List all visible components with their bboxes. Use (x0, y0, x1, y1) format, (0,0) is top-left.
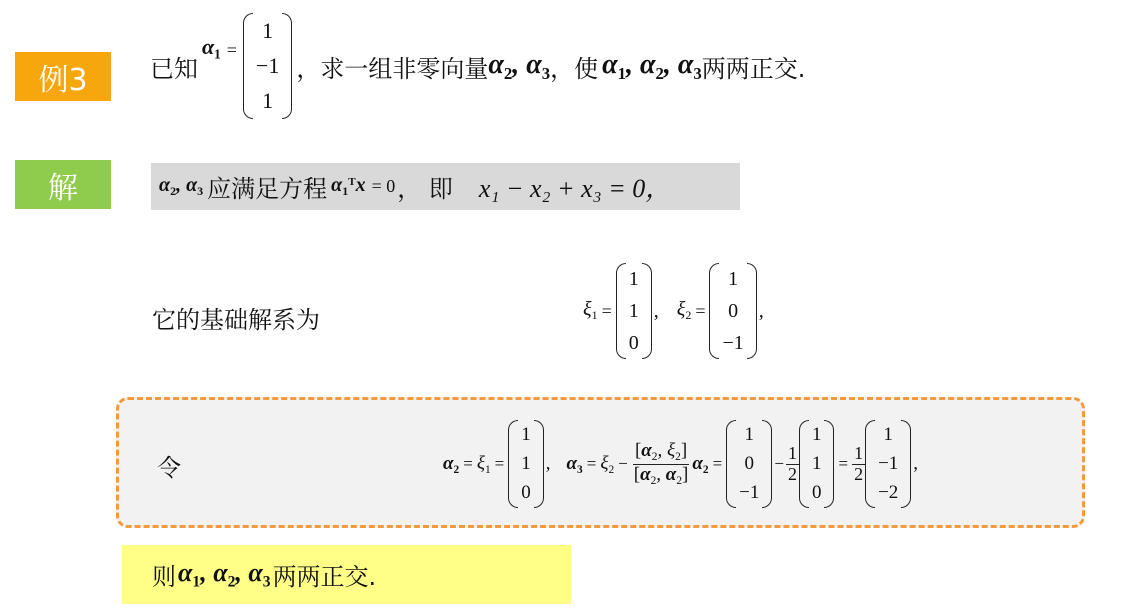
known-label: 已知 (150, 54, 198, 83)
half-fraction-2: $\frac{1}{2}$ (854, 442, 864, 484)
linear-equation: x₁ − x₂ + x₃ = 0， (478, 174, 672, 203)
let-label: 令 (157, 454, 181, 482)
alpha1-symbol: $\alpha_1$ (202, 33, 221, 62)
inner-product-fraction: $\frac{[\alpha_2, \xi_2]}{[\alpha_2, \alpha_2]}$ (633, 439, 689, 487)
alpha1-transpose-x: $\alpha_1^Tx$ (331, 173, 366, 199)
half-fraction-1: $\frac{1}{2}$ (787, 442, 797, 484)
gram-schmidt-formula: $\alpha_2$ = $\xi_1$ = 1 1 0 , $\alpha_3$ = $\xi_2$ − $\frac{[\alpha_2, \xi_2]}{[\alpha_2, \alpha_2]}$ $\alpha_2$ = 1 0 −1 − $\frac{1}{2}$ 1 1 0 = $\frac{1}{2}$ 1 −1 −2 , (443, 416, 918, 512)
xi2-vector: 1 0 −1 (709, 263, 756, 359)
alpha1-vector: 1 −1 1 (243, 13, 292, 119)
basis-vectors: $\xi_1$ = 1 1 0 , $\xi_2$ = 1 0 −1 , (583, 263, 764, 359)
alpha2-alpha3-symbols: $\alpha_2$, $\alpha_3$ (488, 48, 551, 83)
ji-text: ， 即 (397, 175, 453, 203)
ze-text: 则 (152, 563, 176, 591)
result-vector: 1 −1 −2 (865, 420, 911, 508)
eq-zero: = 0 (371, 176, 396, 196)
xi1-vector: 1 1 0 (616, 263, 652, 359)
orthogonal-text: 两两正交. (701, 54, 806, 83)
xi2-vector-box: 1 0 −1 (726, 420, 772, 508)
conclusion-bar (122, 545, 571, 604)
let-box (116, 397, 1085, 528)
nonzero-text: ，求一组非零向量 (296, 54, 489, 83)
solution-tag: 解 (15, 160, 111, 209)
solution-condition-bar (151, 163, 740, 210)
alpha2-vector: 1 1 0 (508, 420, 544, 508)
conclusion-text: 两两正交. (272, 563, 377, 591)
alpha123-conclusion: $\alpha_1$, $\alpha_2$, $\alpha_3$ (178, 557, 271, 591)
condition-text: 应满足方程 (207, 175, 328, 203)
alpha2-alpha3-cond: $\alpha_2$, $\alpha_3$ (159, 173, 204, 199)
example-statement: 已知 $\alpha_1$ = 1 −1 1 ，求一组非零向量 $\alpha_2$, $\alpha_3$ ，使 $\alpha_1$, $\alpha_2$, $\alpha_3$ 两两正交. (150, 10, 805, 122)
use-text: ，使 (550, 54, 599, 83)
example-tag: 例3 (15, 52, 111, 101)
alpha123-symbols: $\alpha_1$, $\alpha_2$, $\alpha_3$ (602, 48, 702, 83)
alpha2-vector-in-formula: 1 1 0 (799, 420, 835, 508)
basis-label: 它的基础解系为 (152, 306, 320, 334)
